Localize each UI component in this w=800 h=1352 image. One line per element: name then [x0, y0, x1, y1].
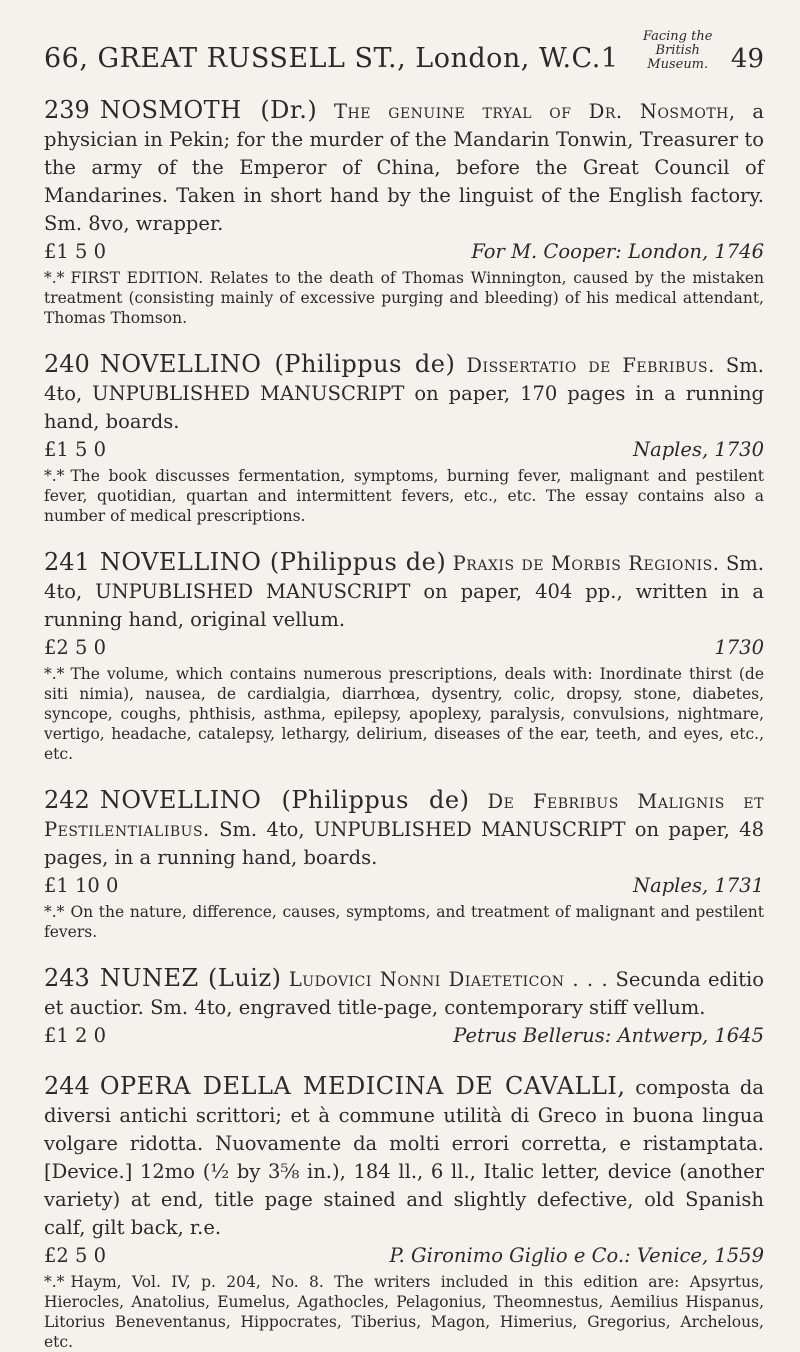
- entry-note: [44, 1272, 764, 1352]
- entry-price: £1 2 0: [44, 1024, 107, 1047]
- entry-note: [44, 466, 764, 526]
- entry-description: [44, 350, 764, 436]
- header-facing-line1: Facing the: [642, 29, 713, 44]
- catalogue-entry: [44, 350, 764, 526]
- entry-description: [44, 548, 764, 634]
- lot-number: 242: [44, 786, 90, 814]
- entry-imprint: For M. Cooper: London, 1746: [471, 240, 764, 263]
- entry-note-text: The book discusses fermentation, symptoms, burning fever, malignant and pestilent fever, quotidian, quartan and intermittent fevers, etc., etc. The essay contains also a number of medical prescriptions.: [44, 467, 764, 525]
- entry-note: [44, 664, 764, 764]
- entry-text: a physician in Pekin; for the murder of the Mandarin Tonwin, Treasurer to the army of the Emperor of China, before the Great Council of Mandarines. Taken in short hand by the linguist of the English factory. Sm. 8vo, wrapper.: [44, 100, 764, 235]
- asterism-icon: *.*: [44, 269, 65, 287]
- entry-text: Sm. 4to, UNPUBLISHED MANUSCRIPT on paper, 170 pages in a running hand, boards.: [44, 354, 764, 433]
- catalogue-entry: [44, 1072, 764, 1352]
- page-header: [44, 29, 764, 74]
- entry-title: De Febribus Malignis et Pestilentialibus.: [44, 790, 764, 841]
- entry-note-text: FIRST EDITION. Relates to the death of Thomas Winnington, caused by the mistaken treatment (consisting mainly of excessive purging and bleeding) of his medical attendant, Thomas Thomson.: [44, 269, 764, 327]
- entry-price-line: [44, 1022, 764, 1050]
- entry-note: [44, 902, 764, 942]
- entry-title: Ludovici Nonni Diaeteticon . . .: [288, 968, 609, 991]
- entry-description: [44, 1072, 764, 1242]
- entry-text: Sm. 4to, UNPUBLISHED MANUSCRIPT on paper, 404 pp., written in a running hand, original vellum.: [44, 552, 764, 631]
- asterism-icon: *.*: [44, 903, 65, 921]
- entry-title: Praxis de Morbis Regionis.: [452, 552, 720, 575]
- catalogue-entry: [44, 548, 764, 764]
- entry-author: NOVELLINO (Philippus de): [99, 548, 447, 576]
- entry-author: OPERA DELLA MEDICINA DE CAVALLI,: [99, 1072, 626, 1100]
- entry-price-line: [44, 436, 764, 464]
- asterism-icon: *.*: [44, 467, 65, 485]
- entry-title: The genuine tryal of Dr. Nosmoth,: [334, 100, 736, 123]
- entry-imprint: Petrus Bellerus: Antwerp, 1645: [453, 1024, 764, 1047]
- entry-imprint: Naples, 1731: [633, 874, 764, 897]
- header-address: 66, GREAT RUSSELL ST., London, W.C.1: [44, 43, 619, 74]
- lot-number: 244: [44, 1072, 90, 1100]
- header-facing: [637, 30, 719, 72]
- entry-price: £1 5 0: [44, 240, 107, 263]
- asterism-icon: *.*: [44, 665, 65, 683]
- entry-price: £1 10 0: [44, 874, 119, 897]
- header-facing-line2: British Museum.: [647, 43, 709, 72]
- entry-price-line: [44, 1242, 764, 1270]
- entry-price: £2 5 0: [44, 1244, 107, 1267]
- entry-author: NOVELLINO (Philippus de): [99, 786, 470, 814]
- entry-price-line: [44, 634, 764, 662]
- entry-price: £2 5 0: [44, 636, 107, 659]
- catalogue-entry: [44, 786, 764, 942]
- entry-text: Sm. 4to, UNPUBLISHED MANUSCRIPT on paper, 48 pages, in a running hand, boards.: [44, 818, 764, 869]
- page-number: 49: [730, 44, 764, 74]
- entry-description: [44, 786, 764, 872]
- entry-price-line: [44, 872, 764, 900]
- entry-note-text: The volume, which contains numerous prescriptions, deals with: Inordinate thirst (de siti nimia), nausea, de cardialgia, diarrhœa, dysentry, colic, dropsy, stone, diabetes, syncope, coughs, phthisis, asthma, epilepsy, apoplexy, paralysis, convulsions, nightmare, vertigo, headache, catalepsy, lethargy, delirium, diseases of the ear, teeth, and eyes, etc., etc.: [44, 665, 764, 763]
- asterism-icon: *.*: [44, 1273, 65, 1291]
- catalogue-entry: [44, 964, 764, 1050]
- entry-note: [44, 268, 764, 328]
- catalogue-entry: [44, 96, 764, 328]
- entry-price-line: [44, 238, 764, 266]
- entry-imprint: Naples, 1730: [633, 438, 764, 461]
- entry-text: Secunda editio et auctior. Sm. 4to, engraved title-page, contemporary stiff vellum.: [44, 968, 765, 1019]
- entry-description: [44, 96, 764, 238]
- entry-text: composta da diversi antichi scrittori; et à commune utilità di Greco in buona lingua volgare ridotta. Nuovamente da molti errori corretta, e ristamptata. [Device.] 12mo (½ by 3⅝ in.), 184 ll., 6 ll., Italic letter, device (another variety) at end, title page stained and slightly defective, old Spanish calf, gilt back, r.e.: [44, 1076, 764, 1239]
- entry-note-text: On the nature, difference, causes, symptoms, and treatment of malignant and pestilent fevers.: [44, 903, 764, 941]
- entry-description: [44, 964, 764, 1022]
- entry-author: NUNEZ (Luiz): [99, 964, 282, 992]
- lot-number: 241: [44, 548, 90, 576]
- lot-number: 240: [44, 350, 90, 378]
- entry-price: £1 5 0: [44, 438, 107, 461]
- entry-author: NOSMOTH (Dr.): [99, 96, 318, 124]
- entry-imprint: 1730: [714, 636, 764, 659]
- lot-number: 243: [44, 964, 90, 992]
- entry-note-text: Haym, Vol. IV, p. 204, No. 8. The writers included in this edition are: Apsyrtus, Hierocles, Anatolius, Eumelus, Agathocles, Pelagonius, Theomnestus, Aemilius Hispanus, Litorius Beneventanus, Hippocrates, Tiberius, Magon, Himerius, Gregorius, Archelous, etc.: [44, 1273, 764, 1351]
- lot-number: 239: [44, 96, 90, 124]
- entry-author: NOVELLINO (Philippus de): [99, 350, 456, 378]
- entry-imprint: P. Gironimo Giglio e Co.: Venice, 1559: [389, 1244, 764, 1267]
- entry-title: Dissertatio de Febribus.: [466, 354, 715, 377]
